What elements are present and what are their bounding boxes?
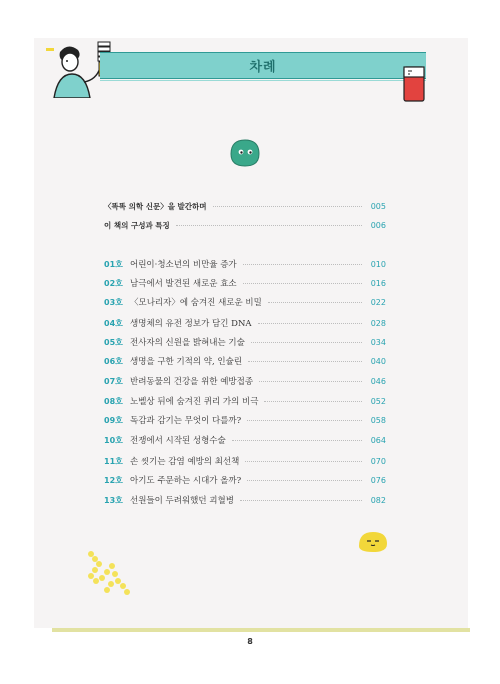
toc-row-title: 이 책의 구성과 특징 bbox=[104, 220, 170, 230]
chapter-title: 전쟁에서 시작된 성형수술 bbox=[130, 436, 226, 446]
toc-row-chapter-05[interactable] bbox=[104, 335, 386, 349]
dot-leader bbox=[176, 225, 362, 226]
page-edge bbox=[52, 628, 470, 632]
chapter-page: 076 bbox=[370, 475, 386, 485]
chapter-number: 06호 bbox=[104, 356, 123, 366]
chapter-title: 노벨상 뒤에 숨겨진 퀴리 가의 비극 bbox=[130, 397, 259, 407]
chapter-number: 02호 bbox=[104, 278, 123, 288]
dot-leader bbox=[258, 323, 362, 324]
dot-leader bbox=[248, 361, 362, 362]
chapter-number: 05호 bbox=[104, 337, 123, 347]
chapter-number: 10호 bbox=[104, 435, 123, 445]
chapter-page: 022 bbox=[370, 297, 386, 307]
yellow-blob-character bbox=[357, 530, 389, 554]
chapter-title: 반려동물의 건강을 위한 예방접종 bbox=[130, 377, 254, 387]
dot-leader bbox=[259, 381, 362, 382]
chapter-page: 082 bbox=[370, 495, 386, 505]
toc-row-page: 006 bbox=[370, 220, 386, 230]
chapter-title: 독감과 감기는 무엇이 다를까? bbox=[130, 416, 242, 426]
chapter-page: 070 bbox=[370, 456, 386, 466]
chapter-title: 손 씻기는 감염 예방의 최선책 bbox=[130, 457, 240, 467]
chapter-number: 04호 bbox=[104, 318, 123, 328]
book-page bbox=[34, 38, 468, 628]
toc-row-chapter-10[interactable] bbox=[104, 433, 386, 447]
dot-leader bbox=[245, 461, 362, 462]
toc-row-chapter-09[interactable] bbox=[104, 413, 386, 427]
toc-row-chapter-01[interactable] bbox=[104, 257, 386, 271]
chapter-title: 생명을 구한 기적의 약, 인슐린 bbox=[130, 357, 243, 367]
dot-leader bbox=[268, 302, 362, 303]
chapter-number: 03호 bbox=[104, 297, 123, 307]
chapter-page: 028 bbox=[370, 318, 386, 328]
toc-row-chapter-04[interactable] bbox=[104, 316, 386, 330]
toc-row-chapter-12[interactable] bbox=[104, 473, 386, 487]
chapter-page: 046 bbox=[370, 376, 386, 386]
toc-row-chapter-13[interactable] bbox=[104, 493, 386, 507]
chapter-title: 어린이·청소년의 비만율 증가 bbox=[130, 260, 237, 270]
chapter-title: 아기도 주문하는 시대가 올까? bbox=[130, 476, 242, 486]
header-underline bbox=[100, 80, 426, 81]
chapter-page: 034 bbox=[370, 337, 386, 347]
chapter-page: 052 bbox=[370, 396, 386, 406]
beaker-cup bbox=[400, 63, 428, 103]
toc-row-chapter-03[interactable] bbox=[104, 295, 386, 309]
toc-row-title: 〈똑똑 의학 신문〉을 발간하며 bbox=[104, 201, 207, 211]
chapter-page: 058 bbox=[370, 415, 386, 425]
toc-row-chapter-11[interactable] bbox=[104, 454, 386, 468]
dotted-squiggle bbox=[85, 548, 133, 598]
chapter-title: 선원들이 두려워했던 괴혈병 bbox=[130, 496, 234, 506]
toc-row-front-2[interactable] bbox=[104, 218, 386, 232]
chapter-page: 010 bbox=[370, 259, 386, 269]
page-title: 차례 bbox=[249, 60, 277, 75]
chapter-page: 064 bbox=[370, 435, 386, 445]
chapter-title: 〈모나리자〉에 숨겨진 새로운 비밀 bbox=[130, 298, 262, 308]
dot-leader bbox=[232, 440, 362, 441]
dot-leader bbox=[240, 500, 362, 501]
dot-leader bbox=[247, 420, 362, 421]
toc-header-bar bbox=[100, 52, 426, 79]
chapter-number: 11호 bbox=[104, 456, 123, 466]
chapter-number: 08호 bbox=[104, 396, 123, 406]
dot-leader bbox=[264, 401, 362, 402]
chapter-page: 016 bbox=[370, 278, 386, 288]
chapter-number: 12호 bbox=[104, 475, 123, 485]
toc-row-chapter-07[interactable] bbox=[104, 374, 386, 388]
page-number: 8 bbox=[247, 637, 253, 646]
dot-leader bbox=[247, 480, 362, 481]
dot-leader bbox=[251, 342, 362, 343]
dot-leader bbox=[243, 264, 362, 265]
dot-leader bbox=[243, 283, 362, 284]
toc-row-chapter-06[interactable] bbox=[104, 354, 386, 368]
dot-leader bbox=[213, 206, 362, 207]
chapter-title: 생명체의 유전 정보가 담긴 DNA bbox=[130, 319, 252, 329]
chapter-number: 07호 bbox=[104, 376, 123, 386]
toc-row-chapter-08[interactable] bbox=[104, 394, 386, 408]
toc-row-front-1[interactable] bbox=[104, 199, 386, 213]
toc-row-chapter-02[interactable] bbox=[104, 276, 386, 290]
chapter-title: 남극에서 발견된 새로운 효소 bbox=[130, 279, 237, 289]
toc-row-page: 005 bbox=[370, 201, 386, 211]
chapter-page: 040 bbox=[370, 356, 386, 366]
green-blob-character bbox=[227, 136, 263, 168]
chapter-number: 09호 bbox=[104, 415, 123, 425]
chapter-number: 13호 bbox=[104, 495, 123, 505]
chapter-title: 전사자의 신원을 밝혀내는 기술 bbox=[130, 338, 245, 348]
chapter-number: 01호 bbox=[104, 259, 123, 269]
